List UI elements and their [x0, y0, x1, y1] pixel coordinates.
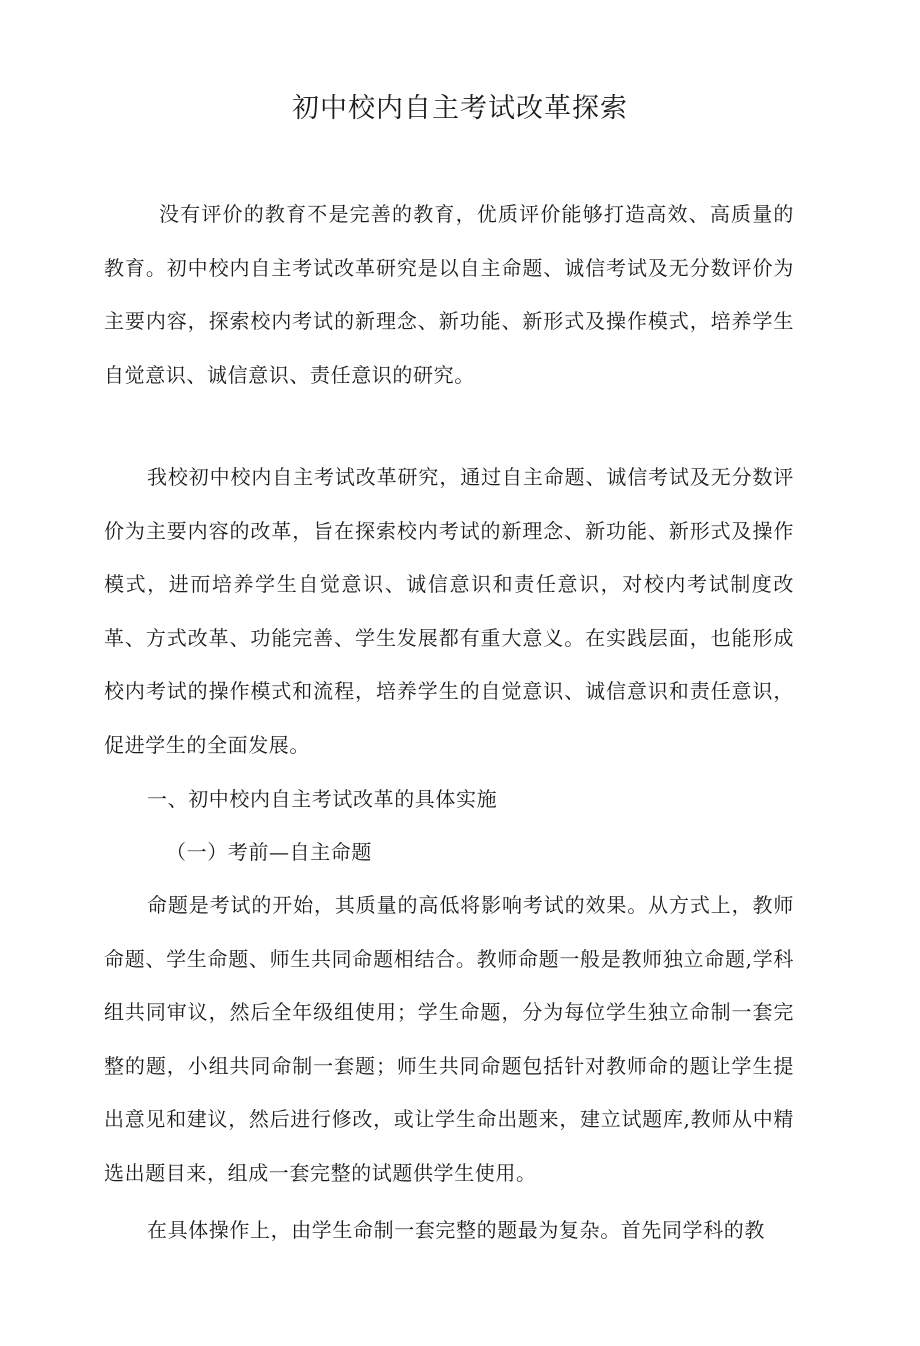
document-title: 初中校内自主考试改革探索	[292, 93, 628, 124]
subsection-heading: （一）考前—自主命题	[166, 840, 372, 864]
background-paragraph: 我校初中校内自主考试改革研究，通过自主命题、诚信考试及无分数评价为主要内容的改革，旨在探索校内考试的新理念、新功能、新形式及操作模式，进而培养学生自觉意识、诚信意识和责任意识，对校内考试制度改革、方式改革、功能完善、学生发展都有重大意义。在实践层面，也能形成校内考试的操作模式和流程，培养学生的自觉意识、诚信意识和责任意识，促进学生的全面发展。	[104, 465, 794, 757]
section-heading: 一、初中校内自主考试改革的具体实施	[147, 787, 498, 811]
intro-paragraph: 没有评价的教育不是完善的教育，优质评价能够打造高效、高质量的教育。初中校内自主考试改革研究是以自主命题、诚信考试及无分数评价为主要内容，探索校内考试的新理念、新功能、新形式及操作模式，培养学生自觉意识、诚信意识、责任意识的研究。	[104, 202, 794, 387]
body-paragraph: 在具体操作上，由学生命制一套完整的题最为复杂。首先同学科的教	[147, 1218, 765, 1242]
body-paragraph: 命题是考试的开始，其质量的高低将影响考试的效果。从方式上，教师命题、学生命题、师生共同命题相结合。教师命题一般是教师独立命题,学科组共同审议，然后全年级组使用；学生命题，分为每位学生独立命制一套完整的题，小组共同命制一套题；师生共同命题包括针对教师命的题让学生提出意见和建议，然后进行修改，或让学生命出题来，建立试题库,教师从中精选出题目来，组成一套完整的试题供学生使用。	[104, 893, 794, 1185]
